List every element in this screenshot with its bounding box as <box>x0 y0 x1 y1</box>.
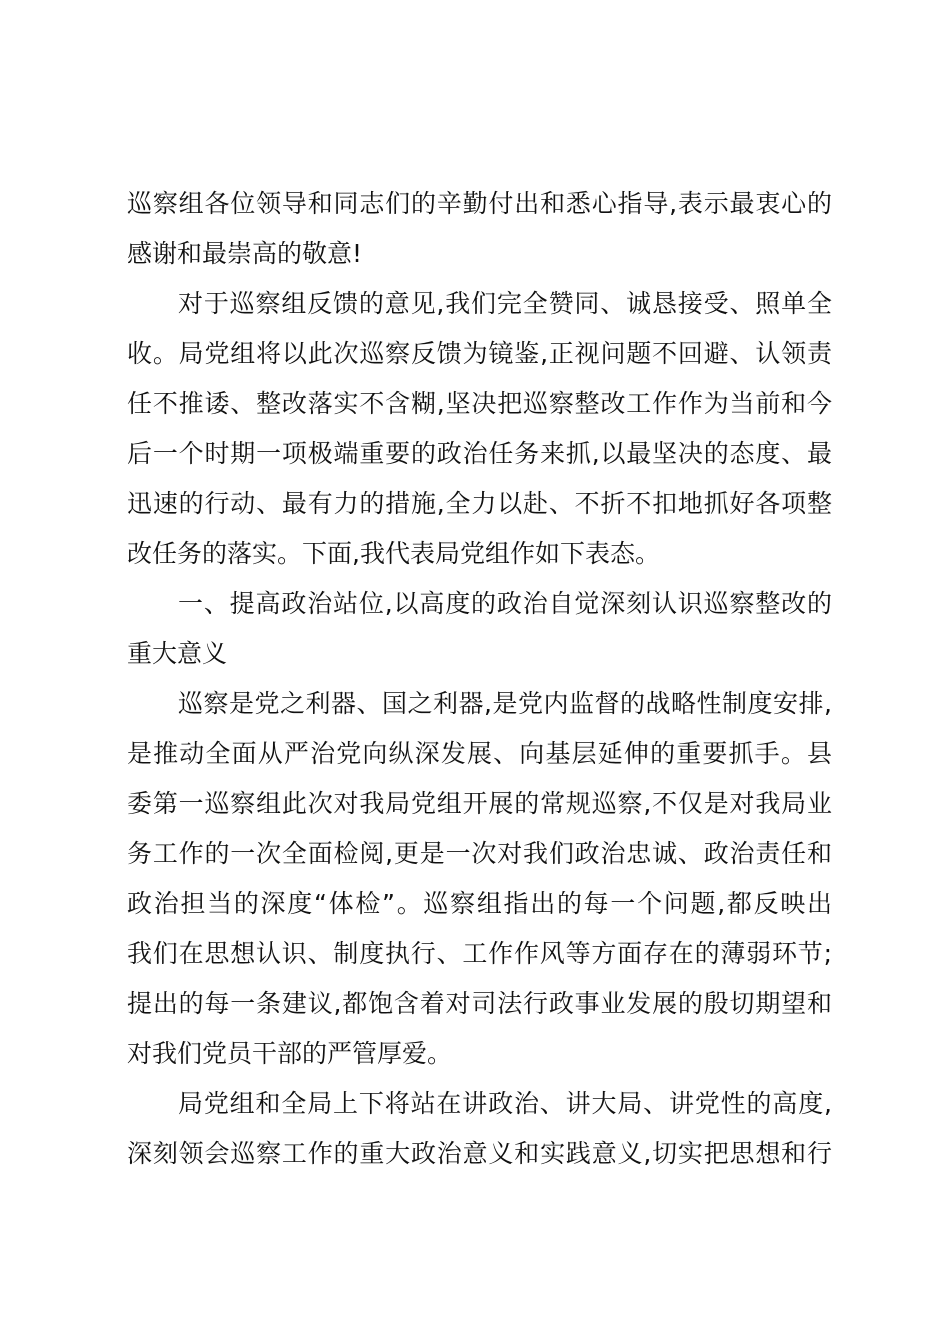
section-heading-line: 一、提高政治站位,以高度的政治自觉深刻认识巡察整改的 <box>178 589 832 618</box>
text-line: 务工作的一次全面检阅,更是一次对我们政治忠诚、政治责任和 <box>127 839 832 868</box>
text-line: 后一个时期一项极端重要的政治任务来抓,以最坚决的态度、最 <box>127 439 832 468</box>
text-line: 对我们党员干部的严管厚爱。 <box>127 1039 453 1068</box>
document-body <box>127 179 832 1179</box>
text-line: 深刻领会巡察工作的重大政治意义和实践意义,切实把思想和行 <box>127 1139 832 1168</box>
text-line: 巡察组各位领导和同志们的辛勤付出和悉心指导,表示最衷心的 <box>127 189 832 218</box>
text-line: 感谢和最崇高的敬意! <box>127 239 363 268</box>
text-line: 是推动全面从严治党向纵深发展、向基层延伸的重要抓手。县 <box>127 739 832 768</box>
text-line: 局党组和全局上下将站在讲政治、讲大局、讲党性的高度, <box>178 1089 832 1118</box>
text-line: 对于巡察组反馈的意见,我们完全赞同、诚恳接受、照单全 <box>178 289 832 318</box>
section-heading-line: 重大意义 <box>127 639 228 668</box>
text-line: 任不推诿、整改落实不含糊,坚决把巡察整改工作作为当前和今 <box>127 389 832 418</box>
text-line: 我们在思想认识、制度执行、工作作风等方面存在的薄弱环节; <box>127 939 832 968</box>
text-line: 迅速的行动、最有力的措施,全力以赴、不折不扣地抓好各项整 <box>127 489 832 518</box>
text-line: 委第一巡察组此次对我局党组开展的常规巡察,不仅是对我局业 <box>127 789 832 818</box>
text-line: 改任务的落实。下面,我代表局党组作如下表态。 <box>127 539 660 568</box>
text-line: 提出的每一条建议,都饱含着对司法行政事业发展的殷切期望和 <box>127 989 832 1018</box>
text-line: 政治担当的深度“体检”。巡察组指出的每一个问题,都反映出 <box>127 889 832 918</box>
text-line: 收。局党组将以此次巡察反馈为镜鉴,正视问题不回避、认领责 <box>127 339 832 368</box>
text-line: 巡察是党之利器、国之利器,是党内监督的战略性制度安排, <box>178 689 832 718</box>
